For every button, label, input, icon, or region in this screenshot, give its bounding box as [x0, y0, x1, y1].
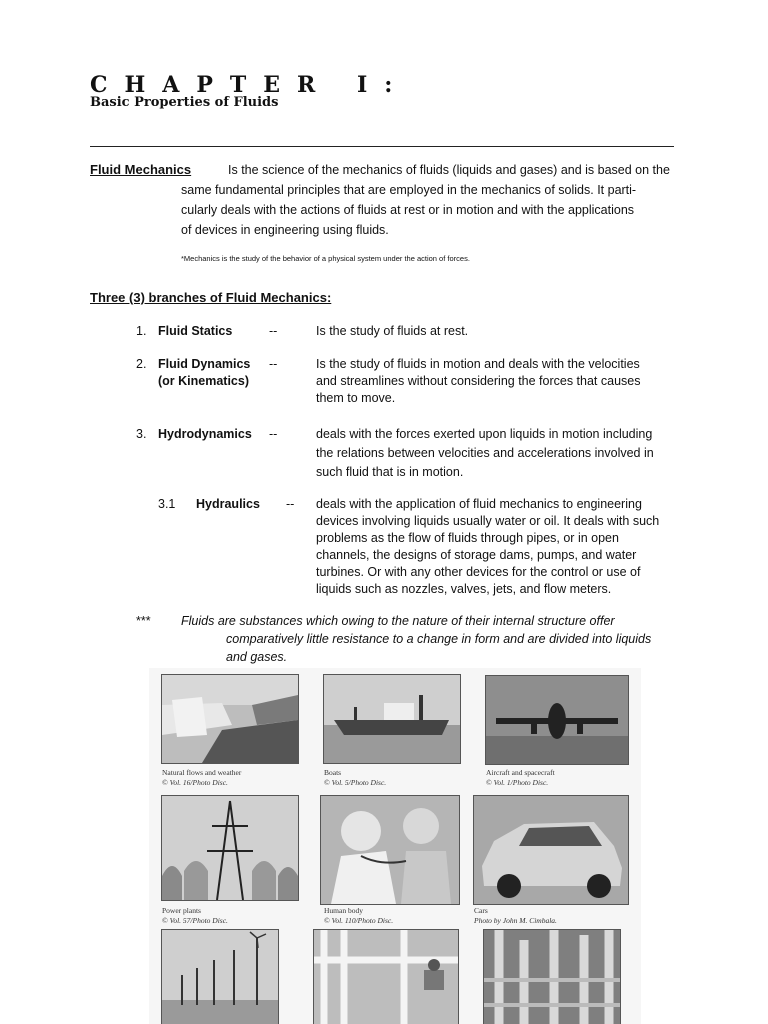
photo-caption-2: Boats © Vol. 5/Photo Disc.	[324, 768, 387, 787]
branch-1-desc-1: Is the study of fluids at rest.	[316, 324, 469, 338]
branch-3-1-separator: --	[286, 497, 295, 511]
branch-3-desc-3: such fluid that is in motion.	[316, 465, 464, 479]
wind-turbines-photo	[162, 930, 278, 1024]
definition-line-2: same fundamental principles that are employed in the mechanics of solids. It parti-	[181, 183, 637, 197]
branch-3-separator: --	[269, 427, 278, 441]
horizontal-rule	[90, 146, 674, 147]
branch-2-name: Fluid Dynamics	[158, 357, 251, 371]
chapter-subtitle: Basic Properties of Fluids	[90, 95, 279, 110]
branch-3-1-desc-1: deals with the application of fluid mechanics to engineering	[316, 497, 642, 511]
branch-3-1-desc-2: devices involving liquids usually water or oil. It deals with such	[316, 514, 660, 528]
branch-3-1-desc-3: problems as the flow of fluids through pipes, or in open	[316, 531, 619, 545]
definition-footnote: *Mechanics is the study of the behavior of a physical system under the action of forces.	[181, 254, 470, 263]
note-line-1: Fluids are substances which owing to the nature of their internal structure offer	[181, 614, 615, 628]
power-plant-photo	[162, 796, 298, 900]
branch-1-number: 1.	[136, 324, 147, 338]
branch-3-1-desc-5: turbines. Or with any other devices for the control or use of	[316, 565, 641, 579]
branch-2-desc-1: Is the study of fluids in motion and deals with the velocities	[316, 357, 640, 371]
industrial-pipes-photo	[484, 930, 620, 1024]
definition-line-3: cularly deals with the actions of fluids at rest or in motion and with the applications	[181, 203, 635, 217]
piping-photo	[314, 930, 458, 1024]
branch-2-desc-2: and streamlines without considering the forces that causes	[316, 374, 641, 388]
branch-3-1-desc-4: channels, the designs of storage dams, pumps, and water	[316, 548, 637, 562]
branch-3-1-name: Hydraulics	[196, 497, 260, 511]
branch-2-separator: --	[269, 357, 278, 371]
photo-caption-4: Power plants © Vol. 57/Photo Disc.	[162, 906, 228, 925]
branch-2-name-sub: (or Kinematics)	[158, 374, 249, 388]
branch-3-number: 3.	[136, 427, 147, 441]
branch-3-desc-2: the relations between velocities and accelerations involved in	[316, 446, 654, 460]
photo-caption-5: Human body © Vol. 110/Photo Disc.	[324, 906, 394, 925]
definition-term: Fluid Mechanics	[90, 162, 192, 177]
branch-3-1-number: 3.1	[158, 497, 176, 511]
car-photo	[474, 796, 628, 904]
branch-3-1-desc-6: liquids such as nozzles, valves, jets, and flow meters.	[316, 582, 612, 596]
branch-3-desc-1: deals with the forces exerted upon liquids in motion including	[316, 427, 653, 441]
photo-caption-6: Cars Photo by John M. Cimbala.	[474, 906, 557, 925]
branches-heading: Three (3) branches of Fluid Mechanics:	[90, 290, 332, 305]
boat-photo	[324, 675, 460, 763]
branch-2-number: 2.	[136, 357, 147, 371]
definition-line-1: Is the science of the mechanics of fluids (liquids and gases) and is based on the	[228, 163, 670, 177]
branch-3-name: Hydrodynamics	[158, 427, 252, 441]
photo-caption-3: Aircraft and spacecraft © Vol. 1/Photo Disc.	[486, 768, 555, 787]
photo-caption-1: Natural flows and weather © Vol. 16/Photo Disc.	[162, 768, 242, 787]
note-line-2: comparatively little resistance to a change in form and are divided into liquids	[226, 632, 652, 646]
airplane-photo	[486, 676, 628, 764]
waterfall-photo	[162, 675, 298, 763]
branch-1-separator: --	[269, 324, 278, 338]
branch-2-desc-3: them to move.	[316, 391, 396, 405]
human-body-photo	[321, 796, 459, 904]
note-line-3: and gases.	[226, 650, 288, 664]
chapter-title: CHAPTER I:	[90, 72, 410, 98]
branch-1-name: Fluid Statics	[158, 324, 233, 338]
note-marker: ***	[136, 614, 151, 628]
definition-line-4: of devices in engineering using fluids.	[181, 223, 389, 237]
